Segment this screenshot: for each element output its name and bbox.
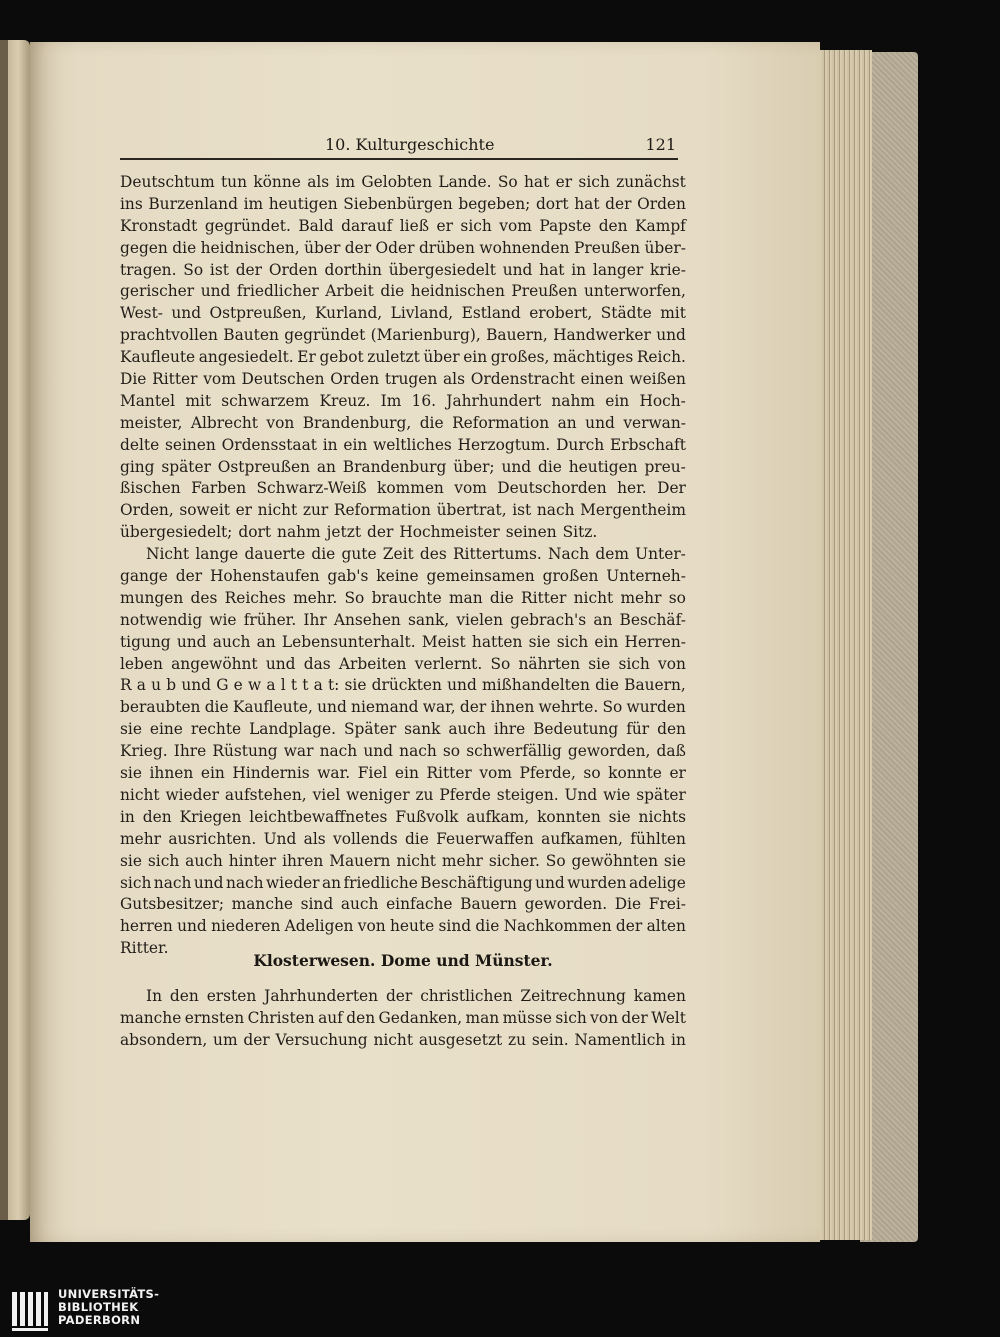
library-name-line: BIBLIOTHEK <box>58 1300 139 1314</box>
text-line: Deutschtum tun könne als im Gelobten Lande. So hat er sich zunächst <box>120 173 686 191</box>
text-line: delte seinen Ordensstaat in ein weltliches Herzogtum. Durch Erbschaft <box>120 435 686 454</box>
text-line: meister, Albrecht von Brandenburg, die Reformation an und verwan- <box>120 413 686 432</box>
text-line: herren und niederen Adeligen von heute sind die Nachkommen der alten <box>120 917 686 936</box>
section-heading: Klosterwesen. Dome und Münster. <box>253 951 553 970</box>
text-line: Nicht lange dauerte die gute Zeit des Rittertums. Nach dem Unter- <box>146 545 686 564</box>
library-name-line: UNIVERSITÄTS- <box>58 1287 160 1301</box>
text-line: sie ihnen ein Hindernis war. Fiel ein Ritter vom Pferde, so konnte er <box>120 764 686 783</box>
text-line: notwendig wie früher. Ihr Ansehen sank, vielen gebrach's an Beschäf- <box>120 610 686 629</box>
text-line: sie eine rechte Landplage. Später sank auch ihre Bedeutung für den <box>120 720 686 739</box>
text-line: ging später Ostpreußen an Brandenburg über; und die heutigen preu- <box>120 457 686 476</box>
body-text <box>120 172 686 960</box>
text-line: Die Ritter vom Deutschen Orden trugen als Ordenstracht einen weißen <box>120 370 686 389</box>
text-line: übergesiedelt; dort nahm jetzt der Hochmeister seinen Sitz. <box>120 523 598 542</box>
text-line: mehr ausrichten. Und als vollends die Feuerwaffen aufkamen, fühlten <box>120 829 686 848</box>
text-line: absondern, um der Versuchung nicht ausgesetzt zu sein. Namentlich in <box>120 1030 686 1049</box>
page-block-edges <box>812 50 872 1240</box>
page-number: 121 <box>645 135 676 154</box>
text-line: ins Burzenland im heutigen Siebenbürgen begeben; dort hat der Orden <box>120 194 686 213</box>
text-line: Ritter. <box>120 939 169 958</box>
left-spine <box>0 40 8 1220</box>
text-line: Kaufleute angesiedelt. Er gebot zuletzt über ein großes, mächtiges Reich. <box>120 348 686 367</box>
text-line: Krieg. Ihre Rüstung war nach und nach so schwerfällig geworden, daß <box>120 742 686 761</box>
text-line: nicht wieder aufstehen, viel weniger zu Pferde steigen. Und wie später <box>120 785 686 804</box>
library-name-line: PADERBORN <box>58 1313 141 1327</box>
text-line: tragen. So ist der Orden dorthin übergesiedelt und hat in langer krie- <box>120 260 686 279</box>
text-line: Gutsbesitzer; manche sind auch einfache Bauern geworden. Die Frei- <box>120 895 686 914</box>
running-head <box>120 132 678 160</box>
text-line: Mantel mit schwarzem Kreuz. Im 16. Jahrhundert nahm ein Hoch- <box>120 391 686 410</box>
text-line: gegen die heidnischen, über der Oder drüben wohnenden Preußen über- <box>120 238 686 257</box>
text-line: beraubten die Kaufleute, und niemand war, der ihnen wehrte. So wurden <box>120 698 686 717</box>
text-line: manche ernsten Christen auf den Gedanken, man müsse sich von der Welt <box>120 1008 686 1027</box>
body-text-2 <box>120 986 686 1052</box>
text-line: sich nach und nach wieder an friedliche Beschäftigung und wurden adelige <box>120 873 686 892</box>
paragraph-1 <box>120 172 686 544</box>
text-line: sie sich auch hinter ihren Mauern nicht mehr sicher. So gewöhnten sie <box>120 851 686 870</box>
text-line: gerischer und friedlicher Arbeit die heidnischen Preußen unterworfen, <box>120 282 686 301</box>
text-line: gange der Hohenstaufen gab's keine gemeinsamen großen Unterneh- <box>120 567 686 586</box>
text-line: tigung und auch an Lebensunterhalt. Meist hatten sie sich ein Herren- <box>120 632 686 651</box>
text-line: prachtvollen Bauten gegründet (Marienburg), Bauern, Handwerker und <box>120 326 686 345</box>
paragraph-2 <box>120 544 686 960</box>
text-line: R a u b und G e w a l t t a t: sie drückten und mißhandelten die Bauern, <box>120 676 686 695</box>
text-line: Orden, soweit er nicht zur Reformation übertrat, ist nach Mergentheim <box>120 501 686 520</box>
library-name <box>58 1288 159 1327</box>
text-line: in den Kriegen leichtbewaffnetes Fußvolk aufkam, konnten sie nichts <box>120 807 686 826</box>
library-logo-icon <box>10 1290 50 1334</box>
text-line: In den ersten Jahrhunderten der christlichen Zeitrechnung kamen <box>146 987 686 1005</box>
text-line: West- und Ostpreußen, Kurland, Livland, Estland erobert, Städte mit <box>120 304 686 323</box>
chapter-title: 10. Kulturgeschichte <box>325 135 495 154</box>
text-line: ßischen Farben Schwarz-Weiß kommen vom Deutschorden her. Der <box>120 479 686 498</box>
text-line: leben angewöhnt und das Arbeiten verlernt. So nährten sie sich von <box>120 654 686 673</box>
text-line: mungen des Reiches mehr. So brauchte man die Ritter nicht mehr so <box>120 588 686 607</box>
text-line: Kronstadt gegründet. Bald darauf ließ er sich vom Papste den Kampf <box>120 216 686 235</box>
paragraph-3 <box>120 986 686 1052</box>
